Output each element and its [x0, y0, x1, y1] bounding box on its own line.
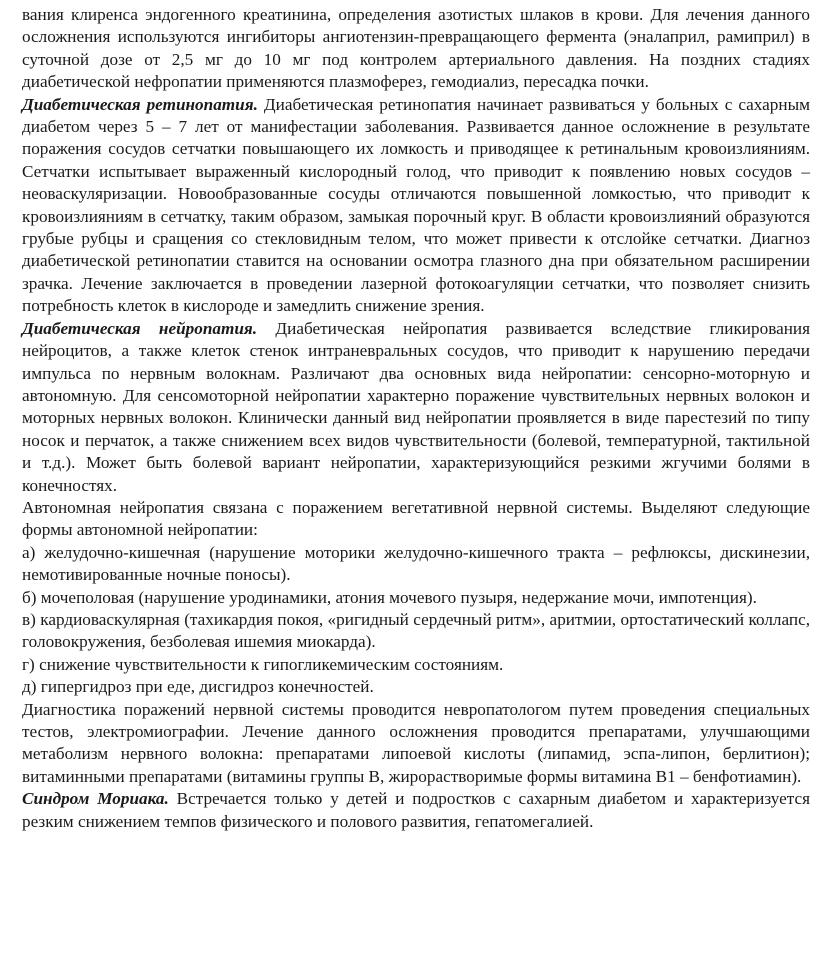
list-item: а) желудочно-кишечная (нарушение моторики желудочно-кишечного тракта – рефлюксы, дискинезии, немотивированные ночные поносы).: [22, 542, 810, 585]
paragraph-neuropathy: [22, 318, 810, 497]
paragraph-text: Автономная нейропатия связана с поражением вегетативной нервной системы. Выделяют следующие формы автономной нейропатии:: [22, 497, 810, 540]
paragraph-mauriac-syndrome: [22, 788, 810, 833]
list-item: б) мочеполовая (нарушение уродинамики, атония мочевого пузыря, недержание мочи, импотенция).: [22, 587, 757, 607]
list-item: д) гипергидроз при еде, дисгидроз конечностей.: [22, 677, 374, 697]
section-heading-retinopathy: Диабетическая ретинопатия.: [22, 94, 258, 114]
paragraph-diagnostics: [22, 699, 810, 789]
paragraph-text: Диабетическая нейропатия развивается вследствие гликирования нейроцитов, а также клеток стенок интраневральных сосудов, что приводит к нарушению передачи импульса по нервным волокнам. Различают два основных вида нейропатии: сенсорно-моторную и автономную. Для сенсомоторной нейропатии характерно поражение чувствительных нервных волокон и моторных нервных волокон. Клинически данный вид нейропатии проявляется в виде парестезий по типу носок и перчаток, а также снижением всех видов чувствительности (болевой, температурной, тактильной и т.д.). Может быть болевой вариант нейропатии, характеризующийся резкими жгучими болями в конечностях.: [22, 318, 811, 495]
paragraph-text: Диагностика поражений нервной системы проводится невропатологом путем проведения специальных тестов, электромиографии. Лечение данного осложнения проводится препаратами, улучшающими метаболизм нервного волокна: препаратами липоевой кислоты (липамид, эспа-липон, берлитион); витаминными препаратами (витамины группы В, жирорастворимые формы витамина В1 – бенфотиамин).: [22, 699, 810, 786]
paragraph-text: вания клиренса эндогенного креатинина, определения азотистых шлаков в крови. Для лечения данного осложнения используются ингибиторы ангиотензин-превращающего фермента (эналаприл, рамиприл) в суточной дозе от 2,5 мг до 10 мг под контролем артериального давления. На поздних стадиях диабетической нефропатии применяются плазмоферез, гемодиализ, пересадка почки.: [22, 5, 810, 92]
section-heading-mauriac: Синдром Мориака.: [22, 789, 169, 809]
paragraph-autonomic-neuropathy: [22, 497, 810, 542]
paragraph-retinopathy: [22, 94, 810, 318]
paragraph-text: Диабетическая ретинопатия начинает развиваться у больных с сахарным диабетом через 5 – 7 лет от манифестации заболевания. Развивается данное осложнение в результате поражения сосудов сетчатки повышающего их ломкость и приводящее к ретинальным кровоизлияниям. Сетчатки испытывает выраженный кислородный голод, что приводит к появлению новых сосудов – неоваскуляризации. Новообразованные сосуды отличаются повышенной ломкостью, что приводит к кровоизлияниям в сетчатку, таким образом, замыкая порочный круг. В области кровоизлияний образуются грубые рубцы и сращения со стекловидным телом, что может привести к отслойке сетчатки. Диагноз диабетической ретинопатии ставится на основании осмотра глазного дна при обязательном расширении зрачка. Лечение заключается в проведении лазерной фотокоагуляции сетчатки, что позволяет снизить потребность клеток в кислороде и замедлить снижение зрения.: [22, 94, 811, 316]
list-item: в) кардиоваскулярная (тахикардия покоя, «ригидный сердечный ритм», аритмии, ортостатический коллапс, головокружения, безболевая ишемия миокарда).: [22, 609, 810, 652]
section-heading-neuropathy: Диабетическая нейропатия.: [22, 318, 258, 338]
paragraph-text: Встречается только у детей и подростков с сахарным диабетом и характеризуется резким снижением темпов физического и полового развития, гепатомегалией.: [22, 789, 810, 831]
list-item: г) снижение чувствительности к гипогликемическим состояниям.: [22, 654, 504, 674]
paragraph-nephropathy-end: [22, 4, 810, 94]
document-page: [22, 4, 810, 833]
